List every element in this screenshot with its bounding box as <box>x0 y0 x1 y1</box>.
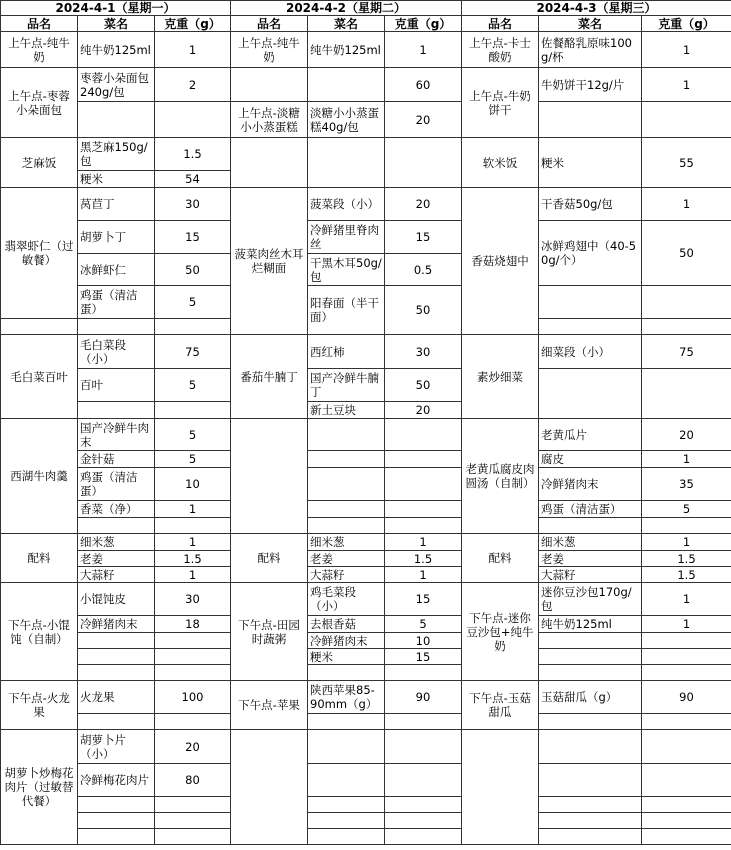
ingredient-name: 牛奶饼干12g/片 <box>539 68 642 102</box>
empty-cell <box>308 501 385 518</box>
ingredient-name: 干黑木耳50g/包 <box>308 254 385 286</box>
ingredient-weight: 35 <box>642 468 731 501</box>
header-dish: 品名 <box>1 16 78 32</box>
dish-name: 老黄瓜腐皮肉圆汤（自制） <box>462 419 539 534</box>
ingredient-name: 迷你豆沙包170g/包 <box>539 583 642 616</box>
empty-cell <box>155 665 231 681</box>
ingredient-weight: 50 <box>385 369 462 402</box>
ingredient-weight: 5 <box>642 501 731 518</box>
empty-cell <box>385 665 462 681</box>
empty-cell <box>78 829 155 845</box>
empty-cell <box>642 102 731 138</box>
ingredient-name: 陕西苹果85-90mm（g） <box>308 681 385 714</box>
empty-cell <box>155 829 231 845</box>
header-ingredient: 菜名 <box>308 16 385 32</box>
dish-name: 上午点-纯牛奶 <box>1 32 78 68</box>
empty-cell <box>308 730 385 764</box>
empty-cell <box>385 797 462 813</box>
ingredient-weight: 50 <box>155 254 231 286</box>
empty-cell <box>642 714 731 730</box>
empty-cell <box>539 633 642 649</box>
ingredient-weight: 1 <box>155 534 231 551</box>
ingredient-weight: 5 <box>385 616 462 633</box>
ingredient-weight: 5 <box>155 369 231 402</box>
ingredient-weight: 54 <box>155 171 231 188</box>
ingredient-name: 鸡蛋（清洁蛋） <box>78 286 155 319</box>
ingredient-name: 冷鲜猪肉末 <box>308 633 385 649</box>
dish-name: 上午点-淡糖小小蒸蛋糕 <box>231 102 308 138</box>
empty-cell <box>78 633 155 649</box>
ingredient-weight: 1.5 <box>642 567 731 583</box>
ingredient-weight: 90 <box>385 681 462 714</box>
empty-cell <box>642 649 731 665</box>
ingredient-weight: 15 <box>385 583 462 616</box>
ingredient-name: 香菜（净） <box>78 501 155 518</box>
empty-cell <box>539 829 642 845</box>
ingredient-name: 菠菜段（小） <box>308 188 385 221</box>
ingredient-weight: 50 <box>385 286 462 335</box>
ingredient-weight: 2 <box>155 68 231 102</box>
dish-name: 西湖牛肉羹 <box>1 419 78 534</box>
ingredient-name: 火龙果 <box>78 681 155 714</box>
empty-cell <box>539 369 642 419</box>
empty-cell <box>78 813 155 829</box>
empty-cell <box>539 714 642 730</box>
empty-cell <box>155 649 231 665</box>
empty-cell <box>78 102 155 138</box>
ingredient-weight: 0.5 <box>385 254 462 286</box>
dish-name: 下午点-迷你豆沙包+纯牛奶 <box>462 583 539 681</box>
ingredient-name: 冷鲜猪里脊肉丝 <box>308 221 385 254</box>
ingredient-weight: 1 <box>642 616 731 633</box>
dish-name: 上午点-枣蓉小朵面包 <box>1 68 78 138</box>
ingredient-name: 老黄瓜片 <box>539 419 642 451</box>
dish-name: 上午点-纯牛奶 <box>231 32 308 68</box>
empty-cell <box>308 829 385 845</box>
empty-cell <box>231 68 308 102</box>
dish-name: 上午点-牛奶饼干 <box>462 68 539 138</box>
empty-cell <box>642 369 731 419</box>
ingredient-name: 毛白菜段（小） <box>78 335 155 369</box>
ingredient-weight: 20 <box>642 419 731 451</box>
dish-name: 菠菜肉丝木耳烂糊面 <box>231 188 308 335</box>
ingredient-weight: 1 <box>642 32 731 68</box>
empty-cell <box>642 319 731 335</box>
empty-cell <box>308 797 385 813</box>
empty-cell <box>385 419 462 451</box>
ingredient-name: 粳米 <box>78 171 155 188</box>
header-weight: 克重（g） <box>385 16 462 32</box>
ingredient-weight: 1.5 <box>385 551 462 567</box>
empty-cell <box>308 764 385 797</box>
ingredient-name: 老姜 <box>539 551 642 567</box>
empty-cell <box>539 102 642 138</box>
ingredient-name: 国产冷鲜牛腩丁 <box>308 369 385 402</box>
empty-cell <box>539 665 642 681</box>
ingredient-weight: 1 <box>642 583 731 616</box>
dish-name: 番茄牛腩丁 <box>231 335 308 419</box>
dish-name: 下午点-小馄饨（自制） <box>1 583 78 681</box>
ingredient-weight: 30 <box>385 335 462 369</box>
empty-cell <box>539 518 642 534</box>
dish-name: 下午点-玉菇甜瓜 <box>462 681 539 730</box>
empty-cell <box>642 813 731 829</box>
ingredient-name: 金针菇 <box>78 451 155 468</box>
empty-cell <box>1 319 78 335</box>
ingredient-name: 粳米 <box>539 138 642 188</box>
ingredient-name: 细米葱 <box>539 534 642 551</box>
ingredient-weight: 1 <box>385 567 462 583</box>
empty-cell <box>308 518 385 534</box>
empty-cell <box>308 665 385 681</box>
empty-cell <box>78 319 155 335</box>
empty-cell <box>155 633 231 649</box>
ingredient-name: 纯牛奶125ml <box>539 616 642 633</box>
ingredient-weight: 1 <box>385 534 462 551</box>
ingredient-weight: 50 <box>642 221 731 286</box>
empty-cell <box>308 813 385 829</box>
ingredient-weight: 1 <box>385 32 462 68</box>
ingredient-weight: 1 <box>642 451 731 468</box>
empty-cell <box>78 665 155 681</box>
header-weight: 克重（g） <box>642 16 731 32</box>
empty-cell <box>385 138 462 188</box>
empty-cell <box>385 714 462 730</box>
ingredient-name: 百叶 <box>78 369 155 402</box>
ingredient-weight: 5 <box>155 286 231 319</box>
ingredient-weight: 1.5 <box>155 551 231 567</box>
empty-cell <box>308 714 385 730</box>
empty-cell <box>385 451 462 468</box>
ingredient-weight: 20 <box>155 730 231 764</box>
empty-cell <box>642 518 731 534</box>
ingredient-weight: 75 <box>642 335 731 369</box>
empty-cell <box>155 813 231 829</box>
ingredient-name: 阳春面（半干面） <box>308 286 385 335</box>
ingredient-name: 黑芝麻150g/包 <box>78 138 155 171</box>
empty-cell <box>539 813 642 829</box>
empty-cell <box>385 468 462 501</box>
ingredient-name: 玉菇甜瓜（g） <box>539 681 642 714</box>
empty-cell <box>385 813 462 829</box>
empty-cell <box>155 797 231 813</box>
empty-cell <box>231 730 308 845</box>
dish-name: 下午点-田园时蔬粥 <box>231 583 308 681</box>
empty-cell <box>385 501 462 518</box>
empty-cell <box>539 730 642 764</box>
dish-name: 芝麻饭 <box>1 138 78 188</box>
empty-cell <box>642 665 731 681</box>
ingredient-weight: 75 <box>155 335 231 369</box>
ingredient-name: 鸡蛋（清洁蛋） <box>539 501 642 518</box>
ingredient-weight: 55 <box>642 138 731 188</box>
ingredient-name: 鸡蛋（清洁蛋） <box>78 468 155 501</box>
dish-name: 下午点-苹果 <box>231 681 308 730</box>
header-dish: 品名 <box>462 16 539 32</box>
empty-cell <box>155 102 231 138</box>
dish-name: 配料 <box>1 534 78 583</box>
ingredient-weight: 1 <box>155 567 231 583</box>
empty-cell <box>539 319 642 335</box>
ingredient-name: 细菜段（小） <box>539 335 642 369</box>
ingredient-weight: 5 <box>155 451 231 468</box>
empty-cell <box>231 138 308 188</box>
ingredient-weight: 15 <box>385 221 462 254</box>
day-title-1: 2024-4-1（星期一） <box>1 1 231 16</box>
dish-name: 毛白菜百叶 <box>1 335 78 419</box>
ingredient-weight: 10 <box>385 633 462 649</box>
dish-name: 配料 <box>462 534 539 583</box>
empty-cell <box>385 829 462 845</box>
empty-cell <box>78 402 155 419</box>
ingredient-name: 去根香菇 <box>308 616 385 633</box>
empty-cell <box>308 419 385 451</box>
empty-cell <box>462 730 539 845</box>
empty-cell <box>642 764 731 797</box>
ingredient-weight: 30 <box>155 583 231 616</box>
ingredient-weight: 15 <box>155 221 231 254</box>
dish-name: 素炒细菜 <box>462 335 539 419</box>
ingredient-name: 冷鲜梅花肉片 <box>78 764 155 797</box>
ingredient-name: 枣蓉小朵面包240g/包 <box>78 68 155 102</box>
ingredient-name: 大蒜籽 <box>78 567 155 583</box>
empty-cell <box>385 764 462 797</box>
dish-name: 上午点-卡士酸奶 <box>462 32 539 68</box>
ingredient-name: 冰鲜虾仁 <box>78 254 155 286</box>
ingredient-name: 大蒜籽 <box>539 567 642 583</box>
ingredient-weight: 20 <box>385 402 462 419</box>
ingredient-weight: 1 <box>155 32 231 68</box>
ingredient-name: 干香菇50g/包 <box>539 188 642 221</box>
ingredient-name: 老姜 <box>308 551 385 567</box>
dish-name: 配料 <box>231 534 308 583</box>
ingredient-name: 纯牛奶125ml <box>308 32 385 68</box>
empty-cell <box>385 730 462 764</box>
empty-cell <box>642 797 731 813</box>
empty-cell <box>539 649 642 665</box>
ingredient-weight: 80 <box>155 764 231 797</box>
ingredient-name: 冰鲜鸡翅中（40-50g/个） <box>539 221 642 286</box>
ingredient-name: 大蒜籽 <box>308 567 385 583</box>
dish-name: 香菇烧翅中 <box>462 188 539 335</box>
header-weight: 克重（g） <box>155 16 231 32</box>
dish-name: 翡翠虾仁（过敏餐） <box>1 188 78 319</box>
empty-cell <box>155 714 231 730</box>
empty-cell <box>308 138 385 188</box>
ingredient-weight: 5 <box>155 419 231 451</box>
ingredient-name: 鸡毛菜段（小） <box>308 583 385 616</box>
ingredient-name: 小馄饨皮 <box>78 583 155 616</box>
ingredient-name: 莴苣丁 <box>78 188 155 221</box>
empty-cell <box>642 286 731 319</box>
empty-cell <box>308 451 385 468</box>
ingredient-name: 胡萝卜丁 <box>78 221 155 254</box>
empty-cell <box>78 649 155 665</box>
ingredient-weight: 15 <box>385 649 462 665</box>
ingredient-weight: 90 <box>642 681 731 714</box>
header-ingredient: 菜名 <box>78 16 155 32</box>
ingredient-weight: 1.5 <box>155 138 231 171</box>
ingredient-weight: 30 <box>155 188 231 221</box>
ingredient-weight: 18 <box>155 616 231 633</box>
dish-name: 下午点-火龙果 <box>1 681 78 730</box>
dish-name: 胡萝卜炒梅花肉片（过敏替代餐） <box>1 730 78 845</box>
ingredient-weight: 1 <box>155 501 231 518</box>
dish-name: 软米饭 <box>462 138 539 188</box>
ingredient-name: 腐皮 <box>539 451 642 468</box>
empty-cell <box>308 468 385 501</box>
ingredient-weight: 1.5 <box>642 551 731 567</box>
ingredient-name: 胡萝卜片（小） <box>78 730 155 764</box>
empty-cell <box>78 714 155 730</box>
ingredient-name: 细米葱 <box>78 534 155 551</box>
empty-cell <box>539 764 642 797</box>
ingredient-weight: 1 <box>642 188 731 221</box>
empty-cell <box>78 797 155 813</box>
ingredient-name: 淡糖小小蒸蛋糕40g/包 <box>308 102 385 138</box>
ingredient-name: 冷鲜猪肉末 <box>78 616 155 633</box>
ingredient-name: 西红柿 <box>308 335 385 369</box>
header-dish: 品名 <box>231 16 308 32</box>
empty-cell <box>155 319 231 335</box>
ingredient-name: 冷鲜猪肉末 <box>539 468 642 501</box>
ingredient-weight: 20 <box>385 188 462 221</box>
empty-cell <box>78 518 155 534</box>
empty-cell <box>308 68 385 102</box>
ingredient-name: 老姜 <box>78 551 155 567</box>
ingredient-weight: 1 <box>642 534 731 551</box>
ingredient-name: 国产冷鲜牛肉末 <box>78 419 155 451</box>
ingredient-name: 佐餐酪乳原味100g/杯 <box>539 32 642 68</box>
empty-cell <box>155 518 231 534</box>
empty-cell <box>155 402 231 419</box>
empty-cell <box>385 518 462 534</box>
ingredient-weight: 1 <box>642 68 731 102</box>
ingredient-weight: 20 <box>385 102 462 138</box>
ingredient-weight: 10 <box>155 468 231 501</box>
empty-cell <box>539 286 642 319</box>
ingredient-name: 新土豆块 <box>308 402 385 419</box>
header-ingredient: 菜名 <box>539 16 642 32</box>
day-title-3: 2024-4-3（星期三） <box>462 1 731 16</box>
empty-cell <box>642 633 731 649</box>
ingredient-name: 细米葱 <box>308 534 385 551</box>
empty-cell <box>539 797 642 813</box>
day-title-2: 2024-4-2（星期二） <box>231 1 462 16</box>
ingredient-name: 粳米 <box>308 649 385 665</box>
empty-cell <box>642 730 731 764</box>
empty-cell <box>642 829 731 845</box>
empty-cell <box>231 419 308 534</box>
ingredient-name: 纯牛奶125ml <box>78 32 155 68</box>
ingredient-weight: 100 <box>155 681 231 714</box>
ingredient-weight: 60 <box>385 68 462 102</box>
